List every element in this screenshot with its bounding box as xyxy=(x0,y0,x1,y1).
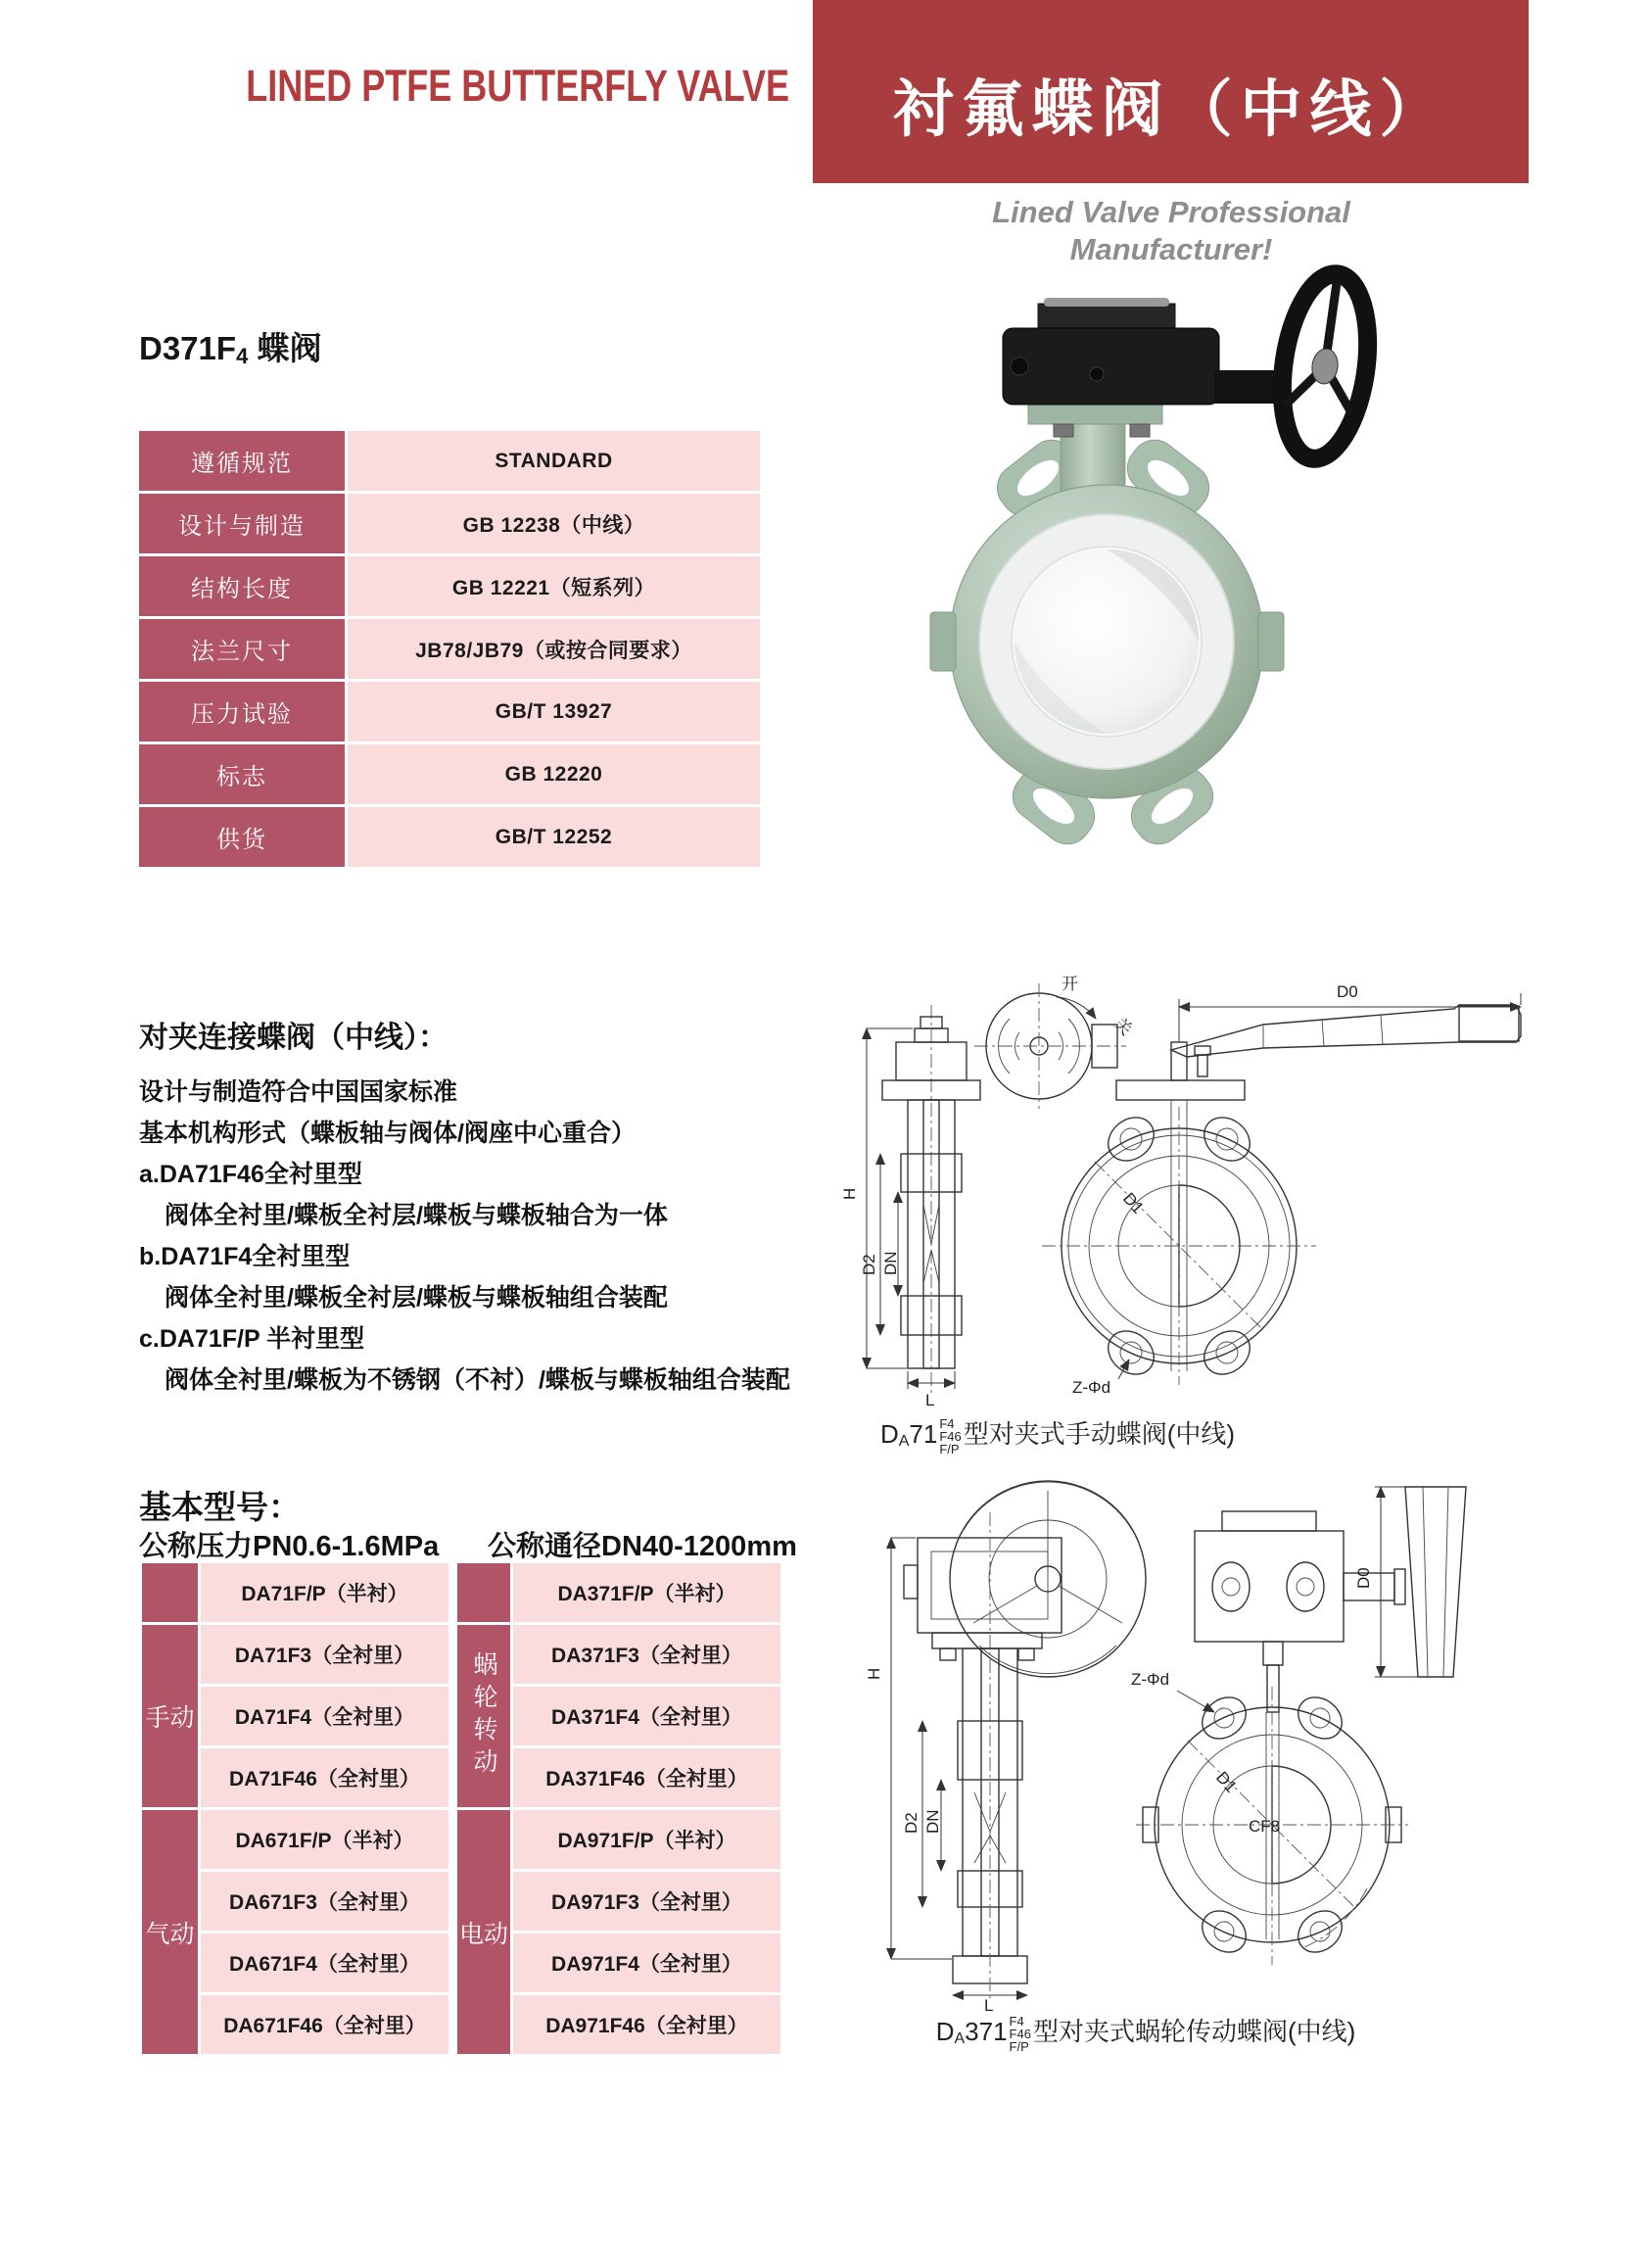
l-dim-label: L xyxy=(925,1391,935,1409)
caption-model-prefix: D xyxy=(935,2017,955,2046)
diameter-subheading: 公称通径DN40-1200mm xyxy=(488,1531,797,1562)
caption-model-num: 71 xyxy=(909,1419,938,1449)
spec-label: 供货 xyxy=(139,807,345,867)
spec-value: GB/T 13927 xyxy=(348,682,760,741)
plate-bolt xyxy=(1130,424,1150,437)
product-model-subscript: 4 xyxy=(236,344,249,368)
models-table-left xyxy=(142,1563,448,2054)
figure1-caption xyxy=(685,1414,1430,1456)
brand-subtitle-line1: Lined Valve Professional xyxy=(992,195,1350,229)
model-cell: DA971F/P（半衬） xyxy=(513,1810,780,1869)
spec-value: GB 12238（中线） xyxy=(348,494,760,553)
caption-variant: F4 xyxy=(1009,2013,1024,2029)
feature-line: b.DA71F4全衬里型 xyxy=(139,1243,351,1270)
category-cell-electric: 电动 xyxy=(457,1810,510,2054)
table-row xyxy=(139,744,760,804)
model-cell: DA971F46（全衬里） xyxy=(513,1995,780,2054)
brand-subtitle-line2: Manufacturer! xyxy=(1069,232,1273,266)
cf8-material-label: CF8 xyxy=(1249,1817,1281,1836)
dn-dim-label: DN xyxy=(923,1809,942,1834)
model-cell: DA371F3（全衬里） xyxy=(513,1625,780,1684)
model-cell: DA71F4（全衬里） xyxy=(201,1687,448,1745)
fig1-front-view xyxy=(1042,982,1521,1397)
spec-label: 遵循规范 xyxy=(139,431,345,491)
spec-value: GB 12221（短系列） xyxy=(348,556,760,616)
model-cell: DA671F46（全衬里） xyxy=(201,1995,448,2054)
models-heading: 基本型号： xyxy=(139,1489,301,1525)
product-model: D371F xyxy=(139,330,237,366)
feature-line: a.DA71F46全衬里型 xyxy=(139,1161,362,1188)
model-cell: DA371F46（全衬里） xyxy=(513,1748,780,1807)
caption-model-prefix: D xyxy=(879,1419,899,1449)
spec-value: GB 12220 xyxy=(348,744,760,804)
figure1-drawing xyxy=(578,960,1652,1412)
feature-line: 阀体全衬里/蝶板全衬层/蝶板与蝶板轴组合装配 xyxy=(165,1284,668,1312)
caption-text: 型对夹式蜗轮传动蝶阀(中线) xyxy=(1032,2017,1356,2046)
model-cell: DA371F4（全衬里） xyxy=(513,1687,780,1745)
category-cell-manual: 手动 xyxy=(142,1625,198,1807)
close-direction-label: 关 xyxy=(1110,1014,1136,1039)
spec-value: STANDARD xyxy=(348,431,760,491)
category-cell-pneumatic: 气动 xyxy=(142,1810,198,2054)
caption-text: 型对夹式手动蝶阀(中线) xyxy=(963,1419,1236,1449)
spec-label: 结构长度 xyxy=(139,556,345,616)
open-direction-label: 开 xyxy=(1062,975,1078,993)
brand-banner xyxy=(813,0,1529,183)
spec-label: 标志 xyxy=(139,744,345,804)
body-tab-left xyxy=(930,612,956,671)
caption-variant: F4 xyxy=(939,1415,955,1431)
table-row xyxy=(139,807,760,867)
spec-label: 设计与制造 xyxy=(139,494,345,553)
z-phi-d-label: Z-Φd xyxy=(1131,1670,1170,1689)
caption-variant-stack xyxy=(939,1417,961,1456)
gearbox-bolt xyxy=(1090,367,1104,381)
caption-model-a: A xyxy=(954,2030,966,2047)
plate-bolt xyxy=(1054,424,1073,437)
page-title-en: LINED PTFE BUTTERFLY VALVE xyxy=(246,61,789,111)
spec-table xyxy=(139,431,760,867)
h-dim-label: H xyxy=(840,1187,859,1200)
spec-label: 压力试验 xyxy=(139,682,345,741)
brand-subtitle xyxy=(877,194,1465,268)
model-cell: DA71F/P（半衬） xyxy=(201,1563,448,1622)
category-cell-blank xyxy=(457,1563,510,1622)
model-cell: DA971F4（全衬里） xyxy=(513,1934,780,1992)
spec-value: JB78/JB79（或按合同要求） xyxy=(348,619,760,679)
fig1-top-view xyxy=(974,975,1136,1109)
gearbox-cap-top xyxy=(1044,298,1169,307)
dn-dim-label: DN xyxy=(881,1251,900,1275)
page-title-zh: 衬氟蝶阀（中线） xyxy=(892,75,1449,144)
model-cell: DA371F/P（半衬） xyxy=(513,1563,780,1622)
table-row xyxy=(139,431,760,491)
d1-dim-label: D1 xyxy=(1119,1188,1148,1217)
feature-line: c.DA71F/P 半衬里型 xyxy=(139,1325,365,1353)
z-phi-d-label: Z-Φd xyxy=(1072,1378,1111,1397)
caption-variant: F46 xyxy=(939,1428,962,1444)
fig1-side-view xyxy=(882,1005,980,1393)
caption-model-a: A xyxy=(898,1433,910,1450)
feature-line: 设计与制造符合中国国家标准 xyxy=(139,1078,458,1106)
valve-photo xyxy=(920,264,1391,852)
h-dim-label: H xyxy=(865,1667,883,1680)
model-cell: DA971F3（全衬里） xyxy=(513,1872,780,1931)
model-cell: DA71F46（全衬里） xyxy=(201,1748,448,1807)
model-cell: DA671F4（全衬里） xyxy=(201,1934,448,1992)
d2-dim-label: D2 xyxy=(860,1254,878,1275)
figure2-drawing xyxy=(578,1479,1652,2012)
table-row xyxy=(139,682,760,741)
d2-dim-label: D2 xyxy=(902,1812,920,1834)
product-heading-suffix: 蝶阀 xyxy=(248,330,322,366)
feature-line: 阀体全衬里/蝶板全衬层/蝶板与蝶板轴合为一体 xyxy=(165,1202,668,1229)
table-row xyxy=(139,619,760,679)
feature-line: 基本机构形式（蝶板轴与阀体/阀座中心重合） xyxy=(139,1120,636,1147)
pressure-subheading: 公称压力PN0.6-1.6MPa xyxy=(139,1531,440,1562)
handwheel xyxy=(1271,268,1379,464)
spec-value: GB/T 12252 xyxy=(348,807,760,867)
body-tab-right xyxy=(1258,612,1284,671)
model-cell: DA671F/P（半衬） xyxy=(201,1810,448,1869)
product-heading xyxy=(139,323,321,369)
l-dim-label: L xyxy=(984,1996,994,2012)
category-cell-worm-gear: 蜗轮转动 xyxy=(457,1625,510,1807)
spec-label: 法兰尺寸 xyxy=(139,619,345,679)
model-cell: DA671F3（全衬里） xyxy=(201,1872,448,1931)
d0-dim-label: D0 xyxy=(1354,1567,1373,1589)
table-row xyxy=(139,494,760,553)
gearbox xyxy=(1003,328,1219,405)
feature-line: 阀体全衬里/蝶板为不锈钢（不衬）/蝶板与蝶板轴组合装配 xyxy=(165,1366,790,1394)
d0-dim-label: D0 xyxy=(1337,982,1358,1001)
caption-variant-stack xyxy=(1010,2015,1031,2053)
fig2-front-view xyxy=(1131,1487,1466,1965)
features-heading: 对夹连接蝶阀（中线）： xyxy=(139,1022,448,1054)
d1-dim-label: D1 xyxy=(1212,1767,1241,1796)
caption-variant: F/P xyxy=(1009,2038,1029,2054)
category-cell-blank xyxy=(142,1563,198,1622)
table-row xyxy=(139,556,760,616)
mounting-plate xyxy=(1028,405,1162,424)
caption-model-num: 371 xyxy=(965,2017,1008,2046)
gearbox-boss xyxy=(1011,358,1028,375)
figure2-caption xyxy=(754,2012,1537,2053)
fig2-side-view xyxy=(904,1481,1146,2002)
caption-variant: F46 xyxy=(1009,2026,1031,2041)
caption-variant: F/P xyxy=(939,1441,960,1456)
model-cell: DA71F3（全衬里） xyxy=(201,1625,448,1684)
